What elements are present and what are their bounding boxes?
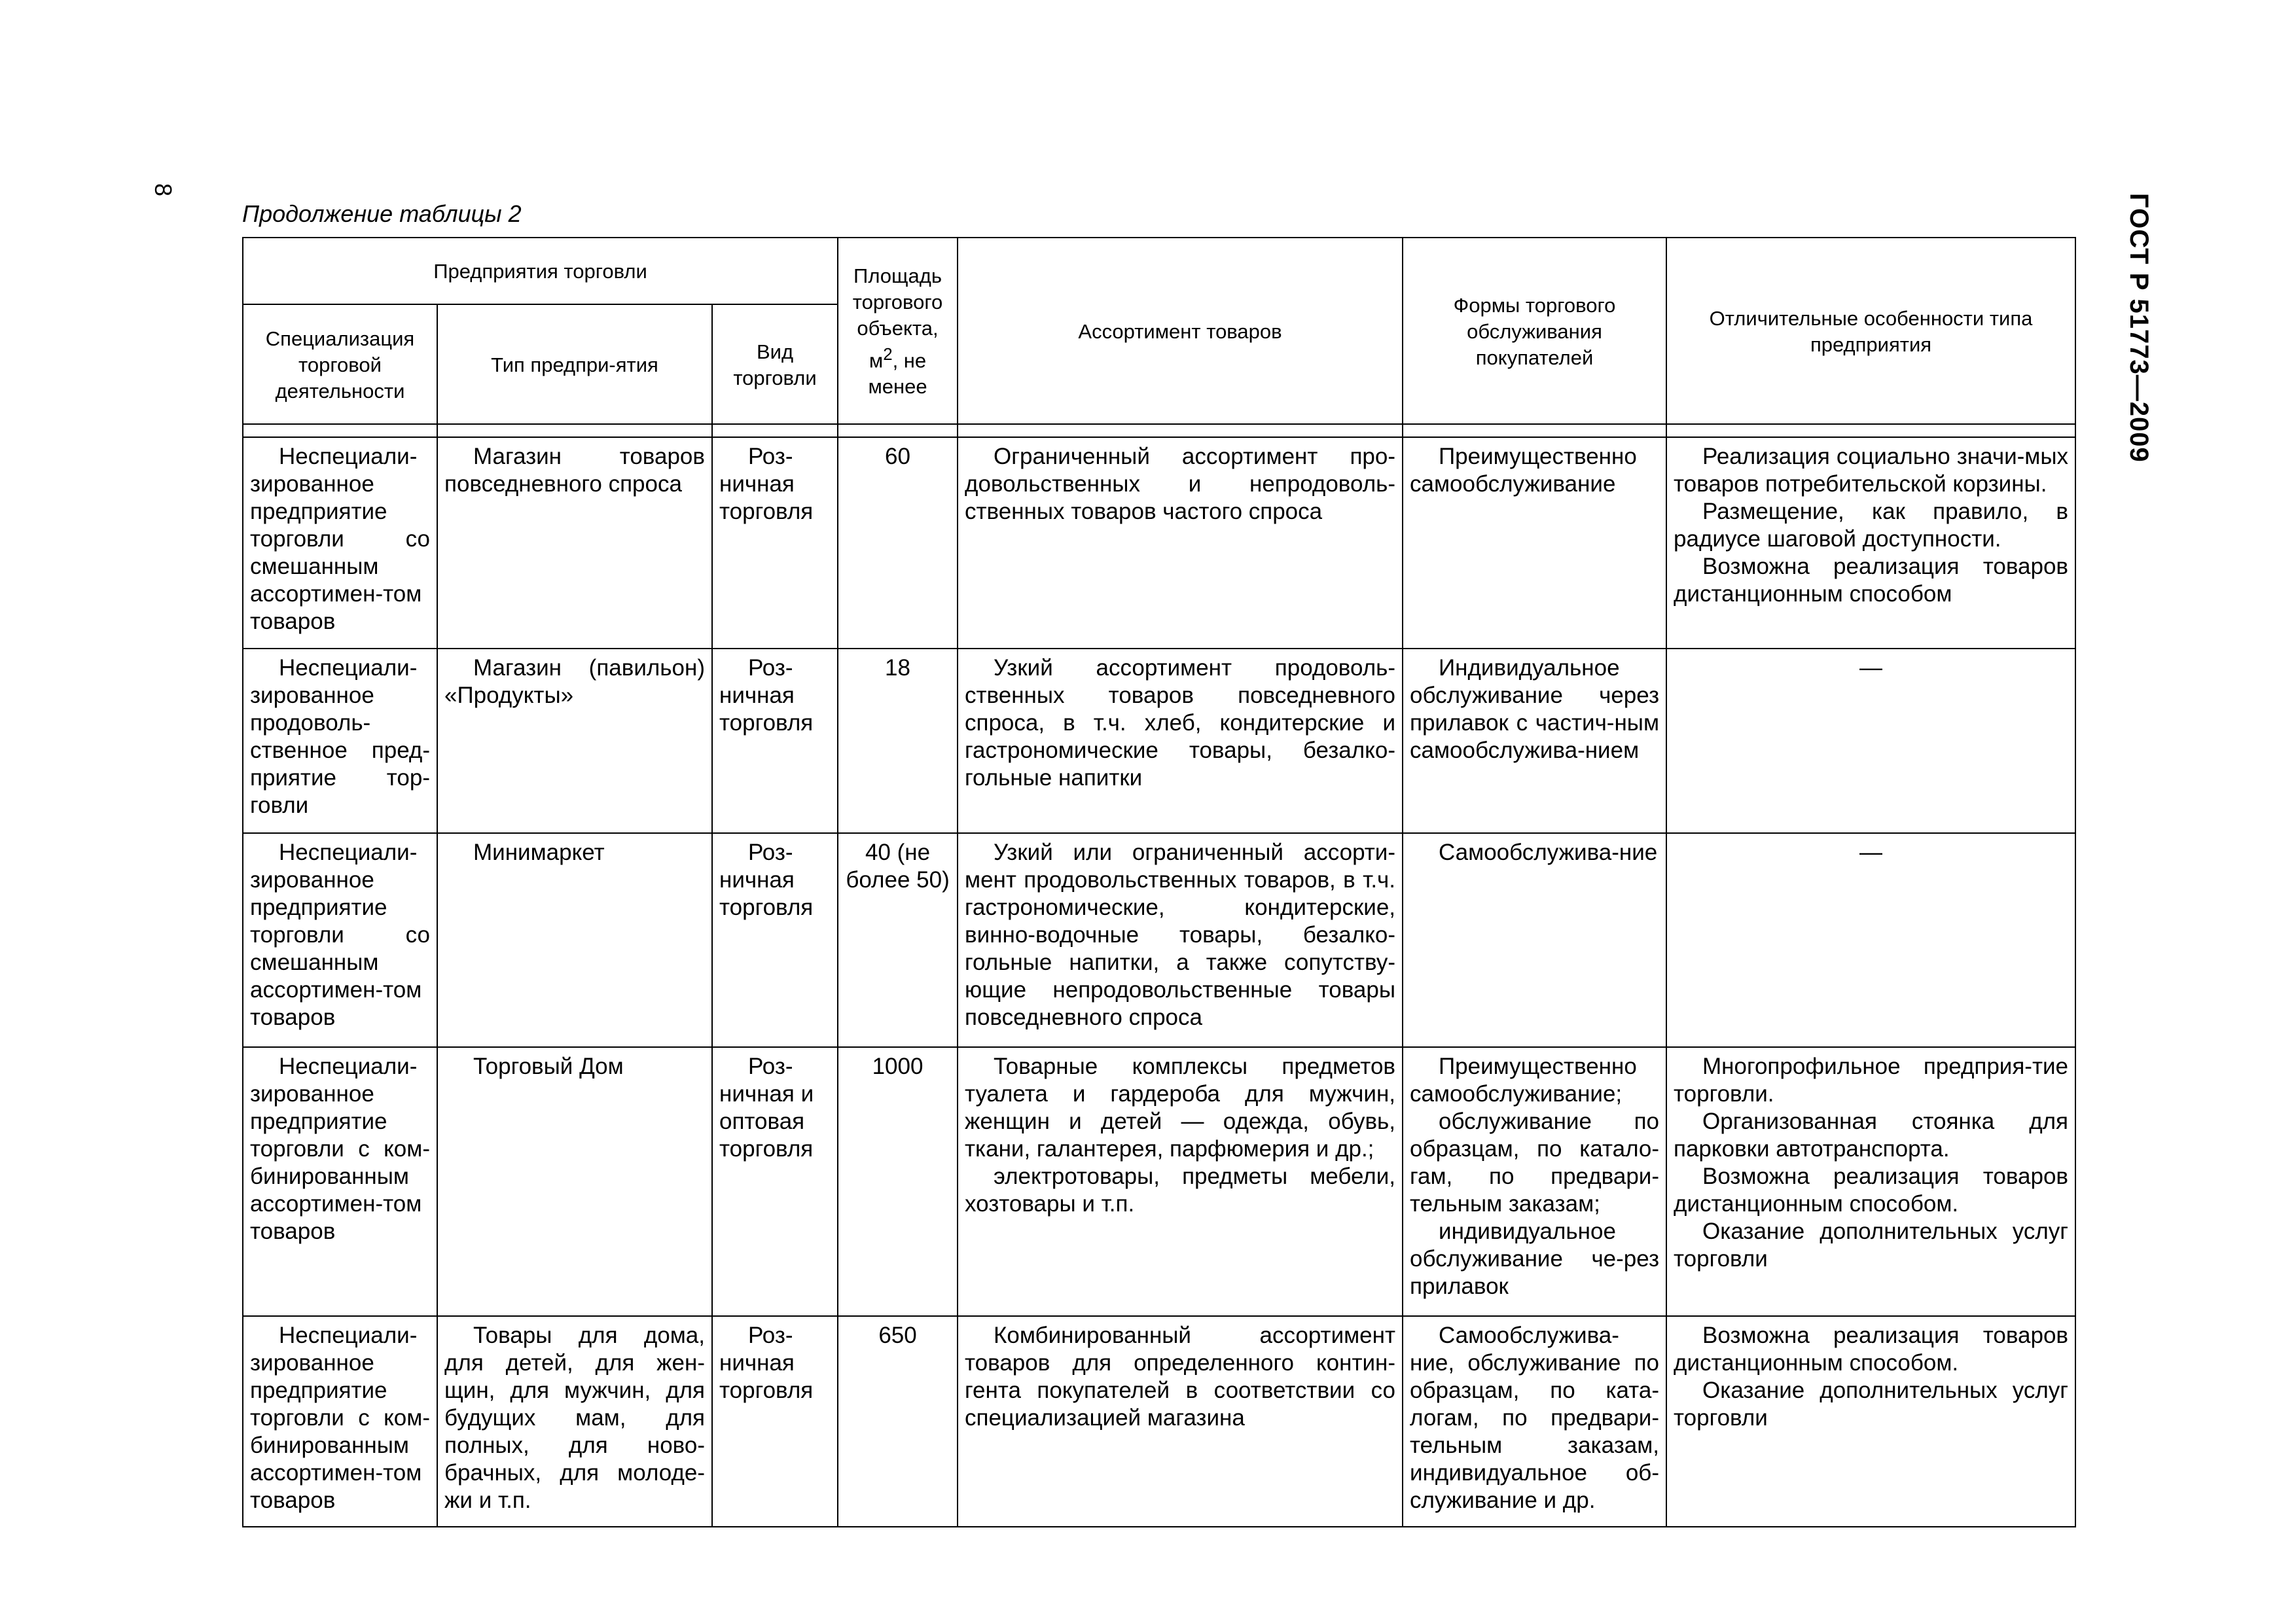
header-assortment: Ассортимент товаров <box>958 238 1403 424</box>
table-row <box>243 1316 2075 1527</box>
cell-specialization: Неспециали-зированное предприятие торговли с ком-бинированным ассортимен-том товаров <box>243 1316 437 1527</box>
cell-features: — <box>1666 833 2075 1047</box>
header-area: Площадь торгового объекта, $м^2$, не менее <box>838 238 958 424</box>
assortment-table <box>242 237 2076 1527</box>
header-type: Тип предпри-ятия <box>437 304 712 424</box>
cell-type: Торговый Дом <box>437 1047 712 1316</box>
cell-service-forms: Самообслужива-ние <box>1403 833 1666 1047</box>
cell-features: Реализация социально значи-мых товаров потребительской корзины. Размещение, как правило, в радиусе шаговой доступности. Возможна реализация товаров дистанционным способом <box>1666 437 2075 649</box>
cell-trade-kind: Роз-ничная торговля <box>712 649 838 833</box>
cell-service-forms: Самообслужива-ние, обслуживание по образцам, по ката-логам, по предвари-тельным заказам, индивидуальное об-служивание и др. <box>1403 1316 1666 1527</box>
cell-specialization: Неспециали-зированное продоволь-ственное пред-приятие тор-говли <box>243 649 437 833</box>
header-separator <box>243 424 2075 437</box>
header-features: Отличительные особенности типа предприятия <box>1666 238 2075 424</box>
cell-area: 40 (не более 50) <box>838 833 958 1047</box>
header-trade-kind: Вид торговли <box>712 304 838 424</box>
cell-service-forms: Преимущественно самообслуживание; обслуживание по образцам, по катало-гам, по предвари-тельным заказам; индивидуальное обслуживание че-рез прилавок <box>1403 1047 1666 1316</box>
cell-features: Многопрофильное предприя-тие торговли. Организованная стоянка для парковки автотранспорта. Возможна реализация товаров дистанционным способом. Оказание дополнительных услуг торговли <box>1666 1047 2075 1316</box>
cell-type: Магазин товаров повседневного спроса <box>437 437 712 649</box>
cell-area: 60 <box>838 437 958 649</box>
table-caption: Продолжение таблицы 2 <box>242 200 522 227</box>
cell-assortment: Ограниченный ассортимент про-довольственных и непродоволь-ственных товаров частого спроса <box>958 437 1403 649</box>
cell-service-forms: Преимущественно самообслуживание <box>1403 437 1666 649</box>
cell-area: 18 <box>838 649 958 833</box>
table-row <box>243 1047 2075 1316</box>
cell-service-forms: Индивидуальное обслуживание через прилавок с частич-ным самообслужива-нием <box>1403 649 1666 833</box>
header-specialization: Специализация торговой деятельности <box>243 304 437 424</box>
page-number: 8 <box>150 183 177 197</box>
cell-features: — <box>1666 649 2075 833</box>
cell-trade-kind: Роз-ничная и оптовая торговля <box>712 1047 838 1316</box>
cell-type: Товары для дома, для детей, для жен-щин, для мужчин, для будущих мам, для полных, для ново-брачных, для молоде-жи и т.п. <box>437 1316 712 1527</box>
cell-area: 1000 <box>838 1047 958 1316</box>
cell-specialization: Неспециали-зированное предприятие торговли со смешанным ассортимен-том товаров <box>243 437 437 649</box>
table-row <box>243 437 2075 649</box>
cell-specialization: Неспециали-зированное предприятие торговли со смешанным ассортимен-том товаров <box>243 833 437 1047</box>
cell-assortment: Комбинированный ассортимент товаров для определенного контин-гента покупателей в соответствии со специализацией магазина <box>958 1316 1403 1527</box>
cell-area: 650 <box>838 1316 958 1527</box>
header-service-forms: Формы торгового обслуживания покупателей <box>1403 238 1666 424</box>
header-enterprises: Предприятия торговли <box>243 238 838 304</box>
cell-trade-kind: Роз-ничная торговля <box>712 437 838 649</box>
cell-specialization: Неспециали-зированное предприятие торговли с ком-бинированным ассортимен-том товаров <box>243 1047 437 1316</box>
cell-assortment: Товарные комплексы предметов туалета и гардероба для мужчин, женщин и детей — одежда, обувь, ткани, галантерея, парфюмерия и др.; электротовары, предметы мебели, хозтовары и т.п. <box>958 1047 1403 1316</box>
table-row <box>243 649 2075 833</box>
cell-trade-kind: Роз-ничная торговля <box>712 1316 838 1527</box>
cell-type: Магазин (павильон) «Продукты» <box>437 649 712 833</box>
cell-type: Минимаркет <box>437 833 712 1047</box>
cell-features: Возможна реализация товаров дистанционным способом. Оказание дополнительных услуг торговли <box>1666 1316 2075 1527</box>
cell-assortment: Узкий ассортимент продоволь-ственных товаров повседневного спроса, в т.ч. хлеб, кондитерские и гастрономические товары, безалко-гольные напитки <box>958 649 1403 833</box>
document-code: ГОСТ Р 51773—2009 <box>2125 193 2153 463</box>
cell-assortment: Узкий или ограниченный ассорти-мент продовольственных товаров, в т.ч. гастрономические, кондитерские, винно-водочные товары, безалко-гольные напитки, а также сопутству-ющие непродовольственные товары повседневного спроса <box>958 833 1403 1047</box>
table-row <box>243 833 2075 1047</box>
cell-trade-kind: Роз-ничная торговля <box>712 833 838 1047</box>
